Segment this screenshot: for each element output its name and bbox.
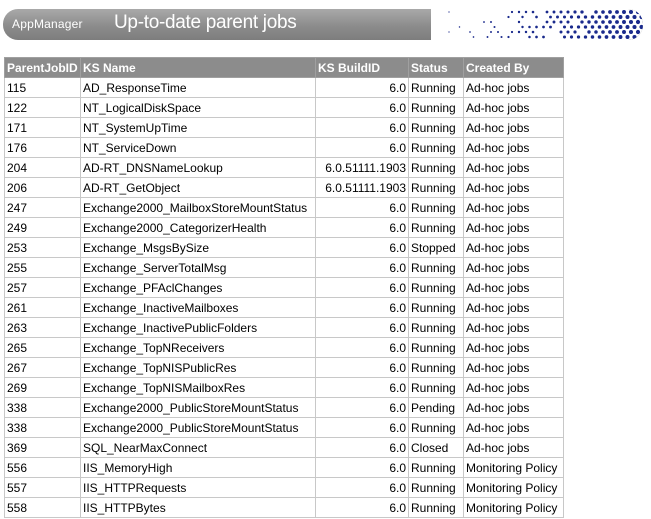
dot-shape bbox=[594, 20, 598, 24]
dot-shape bbox=[469, 31, 471, 33]
dot-shape bbox=[566, 10, 569, 13]
dot-shape bbox=[553, 21, 556, 24]
dot-shape bbox=[570, 15, 573, 18]
dot-shape bbox=[521, 26, 523, 28]
cell-ks-buildid: 6.0 bbox=[316, 358, 409, 378]
cell-status: Stopped bbox=[409, 238, 464, 258]
table-row[interactable] bbox=[5, 158, 564, 178]
cell-parentjobid: 558 bbox=[5, 498, 81, 518]
cell-ks-buildid: 6.0 bbox=[316, 78, 409, 98]
table-row[interactable] bbox=[5, 418, 564, 438]
cell-parentjobid: 263 bbox=[5, 318, 81, 338]
cell-ks-buildid: 6.0 bbox=[316, 138, 409, 158]
dot-shape bbox=[632, 35, 636, 39]
dot-shape bbox=[542, 26, 545, 29]
cell-ks-name: Exchange_TopNISPublicRes bbox=[81, 358, 316, 378]
dot-shape bbox=[598, 35, 602, 39]
cell-ks-name: IIS_HTTPRequests bbox=[81, 478, 316, 498]
header-banner bbox=[3, 9, 643, 40]
table-row[interactable] bbox=[5, 278, 564, 298]
dot-shape bbox=[608, 10, 612, 14]
dot-shape bbox=[608, 30, 612, 34]
dot-shape bbox=[518, 11, 520, 13]
cell-parentjobid: 253 bbox=[5, 238, 81, 258]
table-row[interactable] bbox=[5, 198, 564, 218]
dot-shape bbox=[619, 25, 623, 29]
table-header-row bbox=[5, 58, 564, 78]
dot-shape bbox=[570, 35, 573, 38]
cell-ks-buildid: 6.0 bbox=[316, 458, 409, 478]
cell-ks-buildid: 6.0 bbox=[316, 438, 409, 458]
cell-created-by: Monitoring Policy bbox=[464, 498, 564, 518]
cell-created-by: Ad-hoc jobs bbox=[464, 418, 564, 438]
cell-parentjobid: 557 bbox=[5, 478, 81, 498]
dot-shape bbox=[591, 15, 594, 18]
cell-ks-buildid: 6.0 bbox=[316, 298, 409, 318]
cell-parentjobid: 269 bbox=[5, 378, 81, 398]
dot-shape bbox=[573, 10, 576, 13]
cell-status: Running bbox=[409, 178, 464, 198]
cell-created-by: Ad-hoc jobs bbox=[464, 278, 564, 298]
cell-created-by: Ad-hoc jobs bbox=[464, 98, 564, 118]
dot-shape bbox=[594, 30, 598, 34]
col-header-ks-buildid[interactable]: KS BuildID bbox=[316, 58, 409, 78]
dot-shape bbox=[636, 20, 640, 24]
cell-parentjobid: 249 bbox=[5, 218, 81, 238]
dot-shape bbox=[473, 36, 475, 38]
cell-ks-buildid: 6.0 bbox=[316, 378, 409, 398]
table-row[interactable] bbox=[5, 378, 564, 398]
cell-ks-name: Exchange_ServerTotalMsg bbox=[81, 258, 316, 278]
dot-shape bbox=[494, 26, 496, 28]
cell-ks-name: NT_SystemUpTime bbox=[81, 118, 316, 138]
dot-shape bbox=[556, 16, 559, 19]
dot-shape bbox=[612, 35, 616, 39]
cell-status: Running bbox=[409, 118, 464, 138]
cell-parentjobid: 338 bbox=[5, 398, 81, 418]
dot-shape bbox=[490, 21, 492, 23]
cell-ks-buildid: 6.0 bbox=[316, 278, 409, 298]
dot-shape bbox=[594, 10, 598, 14]
cell-created-by: Ad-hoc jobs bbox=[464, 338, 564, 358]
cell-status: Running bbox=[409, 298, 464, 318]
cell-ks-name: Exchange_PFAclChanges bbox=[81, 278, 316, 298]
dot-shape bbox=[549, 26, 552, 29]
dot-shape bbox=[612, 15, 616, 19]
cell-ks-name: NT_ServiceDown bbox=[81, 138, 316, 158]
cell-ks-name: Exchange_MsgsBySize bbox=[81, 238, 316, 258]
dot-shape bbox=[639, 15, 643, 19]
cell-ks-name: Exchange_InactiveMailboxes bbox=[81, 298, 316, 318]
dot-shape bbox=[507, 36, 509, 38]
dot-shape bbox=[601, 30, 605, 34]
cell-ks-buildid: 6.0 bbox=[316, 238, 409, 258]
dot-shape bbox=[528, 36, 531, 39]
dot-shape bbox=[584, 25, 587, 28]
dot-shape bbox=[560, 21, 563, 24]
cell-status: Running bbox=[409, 258, 464, 278]
table-row[interactable] bbox=[5, 338, 564, 358]
dot-shape bbox=[605, 15, 609, 19]
table-row[interactable] bbox=[5, 238, 564, 258]
cell-created-by: Ad-hoc jobs bbox=[464, 138, 564, 158]
dot-shape bbox=[459, 26, 460, 27]
table-row[interactable] bbox=[5, 298, 564, 318]
dot-shape bbox=[566, 30, 569, 33]
cell-parentjobid: 122 bbox=[5, 98, 81, 118]
dot-shape bbox=[636, 30, 640, 34]
dot-pattern-icon bbox=[431, 9, 643, 40]
dot-shape bbox=[622, 30, 626, 34]
cell-ks-buildid: 6.0 bbox=[316, 418, 409, 438]
dot-shape bbox=[622, 20, 626, 24]
dot-shape bbox=[601, 10, 605, 14]
cell-parentjobid: 265 bbox=[5, 338, 81, 358]
dot-shape bbox=[448, 31, 449, 32]
cell-ks-name: Exchange2000_PublicStoreMountStatus bbox=[81, 418, 316, 438]
cell-status: Closed bbox=[409, 438, 464, 458]
dot-shape bbox=[601, 20, 605, 24]
cell-status: Running bbox=[409, 278, 464, 298]
cell-ks-buildid: 6.0 bbox=[316, 338, 409, 358]
cell-ks-buildid: 6.0.51111.1903 bbox=[316, 178, 409, 198]
table-row[interactable] bbox=[5, 438, 564, 458]
dot-shape bbox=[535, 36, 538, 39]
col-header-created-by[interactable]: Created By bbox=[464, 58, 564, 78]
dot-shape bbox=[525, 31, 527, 33]
dot-shape bbox=[626, 25, 630, 29]
table-row[interactable] bbox=[5, 178, 564, 198]
dot-shape bbox=[573, 30, 576, 33]
cell-status: Running bbox=[409, 458, 464, 478]
dot-shape bbox=[629, 10, 633, 14]
cell-created-by: Ad-hoc jobs bbox=[464, 298, 564, 318]
dot-shape bbox=[577, 35, 580, 38]
dot-shape bbox=[608, 20, 612, 24]
cell-ks-buildid: 6.0 bbox=[316, 478, 409, 498]
dot-shape bbox=[636, 10, 640, 14]
dot-shape bbox=[598, 25, 602, 29]
dot-shape bbox=[518, 31, 520, 33]
cell-parentjobid: 115 bbox=[5, 78, 81, 98]
cell-parentjobid: 257 bbox=[5, 278, 81, 298]
cell-parentjobid: 261 bbox=[5, 298, 81, 318]
cell-status: Running bbox=[409, 198, 464, 218]
cell-created-by: Ad-hoc jobs bbox=[464, 318, 564, 338]
col-header-parentjobid[interactable]: ParentJobID bbox=[5, 58, 81, 78]
dot-shape bbox=[546, 11, 549, 14]
cell-status: Running bbox=[409, 358, 464, 378]
dot-shape bbox=[532, 11, 535, 14]
cell-status: Running bbox=[409, 318, 464, 338]
cell-created-by: Ad-hoc jobs bbox=[464, 218, 564, 238]
col-header-ks-name[interactable]: KS Name bbox=[81, 58, 316, 78]
cell-created-by: Ad-hoc jobs bbox=[464, 158, 564, 178]
cell-parentjobid: 171 bbox=[5, 118, 81, 138]
table-row[interactable] bbox=[5, 498, 564, 518]
cell-ks-name: Exchange2000_MailboxStoreMountStatus bbox=[81, 198, 316, 218]
dot-shape bbox=[629, 20, 633, 24]
dot-shape bbox=[577, 25, 580, 28]
cell-parentjobid: 176 bbox=[5, 138, 81, 158]
dot-shape bbox=[639, 25, 643, 29]
cell-ks-name: Exchange_TopNReceivers bbox=[81, 338, 316, 358]
dot-shape bbox=[535, 16, 538, 19]
table-row[interactable] bbox=[5, 478, 564, 498]
dot-shape bbox=[448, 11, 449, 12]
cell-created-by: Ad-hoc jobs bbox=[464, 398, 564, 418]
dot-shape bbox=[542, 36, 545, 39]
cell-ks-buildid: 6.0 bbox=[316, 218, 409, 238]
dot-shape bbox=[580, 20, 583, 23]
decorative-dots bbox=[431, 9, 643, 40]
dot-shape bbox=[560, 31, 563, 34]
cell-status: Running bbox=[409, 138, 464, 158]
cell-ks-name: Exchange2000_CategorizerHealth bbox=[81, 218, 316, 238]
cell-created-by: Ad-hoc jobs bbox=[464, 178, 564, 198]
cell-parentjobid: 247 bbox=[5, 198, 81, 218]
cell-ks-name: NT_LogicalDiskSpace bbox=[81, 98, 316, 118]
cell-created-by: Ad-hoc jobs bbox=[464, 358, 564, 378]
page-title: Up-to-date parent jobs bbox=[114, 12, 297, 33]
dot-shape bbox=[518, 21, 520, 23]
dot-shape bbox=[584, 35, 587, 38]
cell-ks-buildid: 6.0 bbox=[316, 98, 409, 118]
cell-ks-buildid: 6.0.51111.1903 bbox=[316, 158, 409, 178]
dot-shape bbox=[511, 11, 513, 13]
dot-shape bbox=[483, 21, 485, 23]
cell-status: Running bbox=[409, 338, 464, 358]
table-row[interactable] bbox=[5, 318, 564, 338]
dot-shape bbox=[626, 35, 630, 39]
dot-shape bbox=[563, 15, 566, 18]
cell-ks-name: Exchange_TopNISMailboxRes bbox=[81, 378, 316, 398]
cell-parentjobid: 369 bbox=[5, 438, 81, 458]
parent-jobs-table bbox=[4, 57, 564, 518]
dot-shape bbox=[639, 35, 643, 39]
dot-shape bbox=[598, 15, 602, 19]
dot-shape bbox=[615, 20, 619, 24]
cell-status: Pending bbox=[409, 398, 464, 418]
dot-shape bbox=[528, 26, 531, 29]
cell-parentjobid: 556 bbox=[5, 458, 81, 478]
cell-ks-name: AD_ResponseTime bbox=[81, 78, 316, 98]
dot-shape bbox=[570, 25, 573, 28]
dot-shape bbox=[632, 15, 636, 19]
cell-status: Running bbox=[409, 98, 464, 118]
cell-ks-name: AD-RT_GetObject bbox=[81, 178, 316, 198]
dot-shape bbox=[605, 35, 609, 39]
dot-shape bbox=[584, 15, 587, 18]
cell-status: Running bbox=[409, 78, 464, 98]
cell-created-by: Ad-hoc jobs bbox=[464, 198, 564, 218]
dot-shape bbox=[577, 15, 580, 18]
dot-shape bbox=[553, 11, 556, 14]
cell-created-by: Ad-hoc jobs bbox=[464, 258, 564, 278]
cell-parentjobid: 338 bbox=[5, 418, 81, 438]
table-row[interactable] bbox=[5, 98, 564, 118]
table-row[interactable] bbox=[5, 398, 564, 418]
dot-shape bbox=[511, 31, 513, 33]
dot-shape bbox=[560, 11, 563, 14]
table-row[interactable] bbox=[5, 218, 564, 238]
dot-shape bbox=[535, 26, 538, 29]
cell-created-by: Ad-hoc jobs bbox=[464, 118, 564, 138]
dot-shape bbox=[587, 30, 590, 33]
dot-shape bbox=[549, 16, 552, 19]
cell-ks-buildid: 6.0 bbox=[316, 318, 409, 338]
cell-created-by: Monitoring Policy bbox=[464, 478, 564, 498]
dot-shape bbox=[591, 35, 594, 38]
table-row[interactable] bbox=[5, 258, 564, 278]
dot-shape bbox=[546, 21, 549, 24]
dot-shape bbox=[615, 30, 619, 34]
dot-shape bbox=[619, 35, 623, 39]
cell-ks-buildid: 6.0 bbox=[316, 398, 409, 418]
dot-shape bbox=[532, 31, 535, 34]
cell-ks-buildid: 6.0 bbox=[316, 258, 409, 278]
cell-status: Running bbox=[409, 498, 464, 518]
dot-shape bbox=[525, 11, 527, 13]
cell-ks-name: IIS_MemoryHigh bbox=[81, 458, 316, 478]
dot-shape bbox=[632, 25, 636, 29]
cell-parentjobid: 255 bbox=[5, 258, 81, 278]
dot-shape bbox=[497, 31, 499, 33]
cell-created-by: Ad-hoc jobs bbox=[464, 78, 564, 98]
col-header-status[interactable]: Status bbox=[409, 58, 464, 78]
cell-ks-name: Exchange_InactivePublicFolders bbox=[81, 318, 316, 338]
dot-shape bbox=[580, 10, 583, 13]
cell-status: Running bbox=[409, 378, 464, 398]
cell-created-by: Ad-hoc jobs bbox=[464, 378, 564, 398]
dot-shape bbox=[563, 25, 566, 28]
dot-shape bbox=[563, 35, 566, 38]
cell-parentjobid: 206 bbox=[5, 178, 81, 198]
cell-ks-buildid: 6.0 bbox=[316, 118, 409, 138]
cell-created-by: Monitoring Policy bbox=[464, 458, 564, 478]
cell-status: Running bbox=[409, 418, 464, 438]
dot-shape bbox=[500, 36, 502, 38]
cell-created-by: Ad-hoc jobs bbox=[464, 238, 564, 258]
cell-ks-buildid: 6.0 bbox=[316, 198, 409, 218]
cell-ks-name: Exchange2000_PublicStoreMountStatus bbox=[81, 398, 316, 418]
cell-status: Running bbox=[409, 218, 464, 238]
cell-ks-name: AD-RT_DNSNameLookup bbox=[81, 158, 316, 178]
table-row[interactable] bbox=[5, 358, 564, 378]
dot-shape bbox=[591, 25, 594, 28]
dot-shape bbox=[490, 31, 492, 33]
cell-parentjobid: 267 bbox=[5, 358, 81, 378]
dot-shape bbox=[487, 36, 489, 38]
app-brand: AppManager bbox=[12, 17, 83, 31]
cell-created-by: Ad-hoc jobs bbox=[464, 438, 564, 458]
dot-shape bbox=[587, 20, 590, 23]
table-row[interactable] bbox=[5, 78, 564, 98]
dot-shape bbox=[566, 20, 569, 23]
dot-shape bbox=[507, 16, 509, 18]
dot-shape bbox=[612, 25, 616, 29]
cell-ks-name: IIS_HTTPBytes bbox=[81, 498, 316, 518]
table-row[interactable] bbox=[5, 458, 564, 478]
cell-status: Running bbox=[409, 478, 464, 498]
dot-shape bbox=[521, 16, 523, 18]
cell-status: Running bbox=[409, 158, 464, 178]
cell-ks-name: SQL_NearMaxConnect bbox=[81, 438, 316, 458]
dot-shape bbox=[605, 25, 609, 29]
dot-shape bbox=[619, 15, 623, 19]
table-row[interactable] bbox=[5, 118, 564, 138]
cell-parentjobid: 204 bbox=[5, 158, 81, 178]
dot-shape bbox=[626, 15, 630, 19]
dot-shape bbox=[622, 10, 626, 14]
cell-ks-buildid: 6.0 bbox=[316, 498, 409, 518]
dot-shape bbox=[615, 10, 619, 14]
dot-shape bbox=[629, 30, 633, 34]
table-row[interactable] bbox=[5, 138, 564, 158]
